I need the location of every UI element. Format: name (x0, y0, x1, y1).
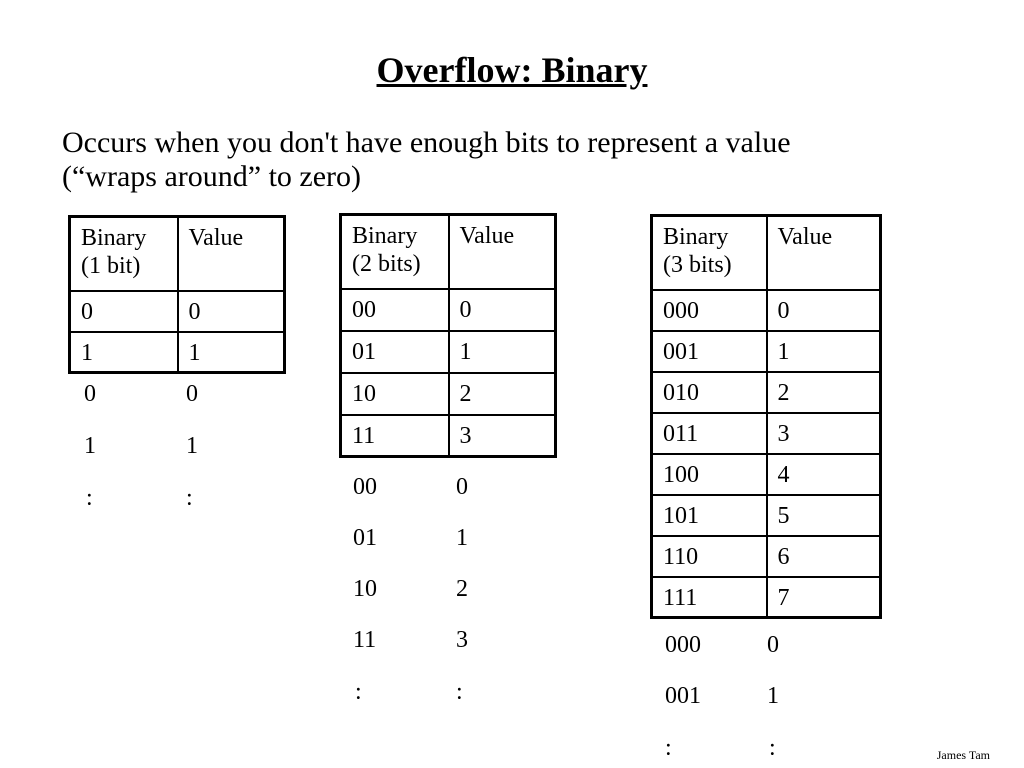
value-cell: 5 (767, 495, 881, 536)
header-binary-line2: (1 bit) (81, 253, 141, 279)
header-binary-line2: (3 bits) (663, 252, 732, 278)
binary-cell: 1 (70, 332, 178, 373)
binary-cell: 001 (652, 331, 767, 372)
slide-title: Overflow: Binary (376, 50, 648, 90)
table-row (652, 454, 881, 495)
subtitle-line-1: Occurs when you don't have enough bits to represent a value (62, 126, 791, 159)
header-value: Value (449, 215, 556, 289)
value-cell: 0 (767, 290, 881, 331)
binary-cell: 10 (341, 373, 449, 415)
value-cell: 4 (767, 454, 881, 495)
wrap-binary: 00 (353, 474, 377, 500)
table-row (652, 290, 881, 331)
wrap-value: 1 (767, 683, 779, 709)
binary-table-2bits (339, 213, 557, 458)
wrap-binary: 001 (665, 683, 701, 709)
wrap-binary: 11 (353, 627, 377, 653)
value-cell: 3 (767, 413, 881, 454)
binary-cell: 000 (652, 290, 767, 331)
table-row (652, 577, 881, 618)
wrap-value: 1 (186, 433, 198, 459)
wrap-value: 0 (767, 632, 779, 658)
header-binary (70, 217, 178, 291)
wrap-value: 3 (456, 627, 468, 653)
binary-table-1bit (68, 215, 286, 374)
table-row (652, 372, 881, 413)
table-row (341, 289, 556, 331)
header-binary (652, 216, 767, 290)
wrap-value: : (769, 735, 776, 761)
wrap-binary: : (665, 735, 672, 761)
value-cell: 3 (449, 415, 556, 457)
table-row (70, 291, 285, 332)
wrap-binary: 1 (84, 433, 96, 459)
binary-cell: 011 (652, 413, 767, 454)
header-binary-line1: Binary (81, 225, 147, 251)
subtitle-line-2: (“wraps around” to zero) (62, 160, 362, 193)
binary-cell: 101 (652, 495, 767, 536)
wrap-value: 2 (456, 576, 468, 602)
value-cell: 1 (178, 332, 285, 373)
table-row (652, 331, 881, 372)
slide-subtitle (62, 126, 962, 194)
header-binary (341, 215, 449, 289)
wrap-binary: 000 (665, 632, 701, 658)
table-row (652, 495, 881, 536)
value-cell: 7 (767, 577, 881, 618)
author-footer: James Tam (936, 748, 990, 762)
value-cell: 2 (767, 372, 881, 413)
header-binary-line2: (2 bits) (352, 251, 421, 277)
binary-cell: 0 (70, 291, 178, 332)
binary-cell: 00 (341, 289, 449, 331)
wrap-binary: 10 (353, 576, 377, 602)
wrap-value: : (456, 679, 463, 705)
binary-cell: 11 (341, 415, 449, 457)
binary-table-3bits (650, 214, 882, 619)
value-cell: 6 (767, 536, 881, 577)
wrap-value: : (186, 485, 193, 511)
table-row (341, 373, 556, 415)
header-value: Value (767, 216, 881, 290)
table-row (341, 331, 556, 373)
table-header-row (652, 216, 881, 290)
value-cell: 0 (178, 291, 285, 332)
wrap-binary: : (355, 679, 362, 705)
binary-cell: 01 (341, 331, 449, 373)
wrap-value: 1 (456, 525, 468, 551)
binary-cell: 010 (652, 372, 767, 413)
table-row (70, 332, 285, 373)
binary-cell: 111 (652, 577, 767, 618)
table-row (341, 415, 556, 457)
table-row (652, 413, 881, 454)
table-header-row (341, 215, 556, 289)
binary-cell: 110 (652, 536, 767, 577)
value-cell: 1 (767, 331, 881, 372)
table-row (652, 536, 881, 577)
wrap-binary: 01 (353, 525, 377, 551)
header-binary-line1: Binary (352, 223, 418, 249)
table-header-row (70, 217, 285, 291)
wrap-value: 0 (456, 474, 468, 500)
value-cell: 0 (449, 289, 556, 331)
value-cell: 1 (449, 331, 556, 373)
wrap-value: 0 (186, 381, 198, 407)
header-value: Value (178, 217, 285, 291)
wrap-binary: : (86, 485, 93, 511)
binary-cell: 100 (652, 454, 767, 495)
value-cell: 2 (449, 373, 556, 415)
wrap-binary: 0 (84, 381, 96, 407)
header-binary-line1: Binary (663, 224, 729, 250)
